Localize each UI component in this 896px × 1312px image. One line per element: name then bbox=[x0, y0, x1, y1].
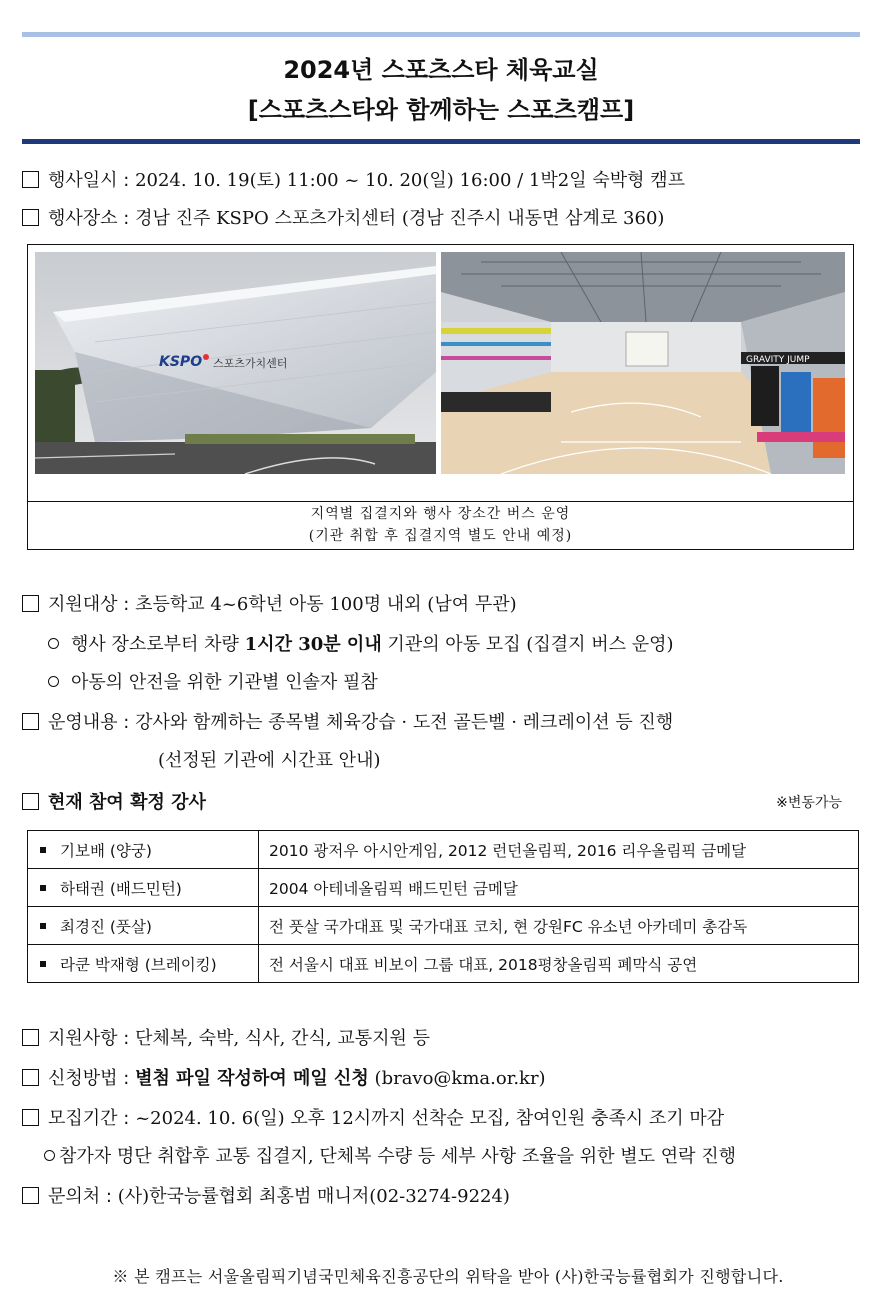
operation-row bbox=[22, 708, 673, 734]
support-items-value: 단체복, 숙박, 식사, 간식, 교통지원 등 bbox=[135, 1028, 431, 1049]
event-venue-value: 경남 진주 KSPO 스포츠가치센터 (경남 진주시 내동면 삼계로 360) bbox=[135, 208, 665, 229]
checkbox-icon bbox=[22, 1029, 39, 1046]
kspo-logo-text: KSPO bbox=[159, 354, 203, 370]
checkbox-icon bbox=[22, 171, 39, 188]
bullet-circle-icon bbox=[48, 676, 59, 687]
apply-email: (bravo@kma.or.kr) bbox=[374, 1068, 546, 1089]
operation-value-line2: (선정된 기관에 시간표 안내) bbox=[158, 750, 381, 771]
coach-desc-cell: 전 풋살 국가대표 및 국가대표 코치, 현 강원FC 유소년 아카데미 총감독 bbox=[259, 907, 859, 945]
event-date-row bbox=[22, 166, 685, 192]
coaches-heading: 현재 참여 확정 강사 bbox=[48, 792, 206, 813]
support-target-row bbox=[22, 590, 517, 616]
table-row bbox=[28, 945, 859, 983]
operation-label: 운영내용 : bbox=[48, 712, 130, 733]
event-date-label: 행사일시 : bbox=[48, 170, 130, 191]
support-bullet-2: 아동의 안전을 위한 기관별 인솔자 필참 bbox=[48, 668, 378, 694]
period-bullet: 참가자 명단 취합후 교통 집결지, 단체복 수량 등 세부 사항 조율을 위한 별도 연락 진행 bbox=[44, 1142, 736, 1168]
support-items-label: 지원사항 : bbox=[48, 1028, 130, 1049]
photo-caption-line2: (기관 취합 후 집결지역 별도 안내 예정) bbox=[308, 528, 573, 544]
support-target-label: 지원대상 : bbox=[48, 594, 130, 615]
contact-label: 문의처 : bbox=[48, 1186, 112, 1207]
coaches-note: ※변동가능 bbox=[776, 795, 842, 811]
checkbox-icon bbox=[22, 713, 39, 730]
event-venue-label: 행사장소 : bbox=[48, 208, 130, 229]
coach-desc-cell: 2010 광저우 아시안게임, 2012 런던올림픽, 2016 리우올림픽 금메달 bbox=[259, 831, 859, 869]
title-bottom-rule bbox=[22, 139, 860, 144]
contact-row bbox=[22, 1182, 510, 1208]
support-target-value: 초등학교 4~6학년 아동 100명 내외 (남여 무관) bbox=[135, 594, 517, 615]
gym-photo bbox=[441, 252, 845, 474]
footer-note: ※ 본 캠프는 서울올림픽기념국민체육진흥공단의 위탁을 받아 (사)한국능률협회가 진행합니다. bbox=[112, 1267, 784, 1286]
coach-desc-cell: 전 서울시 대표 비보이 그룹 대표, 2018평창올림픽 폐막식 공연 bbox=[259, 945, 859, 983]
page-title: 2024년 스포츠스타 체육교실 bbox=[283, 56, 599, 84]
coach-name-cell: 기보배 (양궁) bbox=[28, 831, 259, 869]
gym-sign-text: GRAVITY JUMP bbox=[746, 355, 810, 365]
title-banner bbox=[22, 32, 860, 144]
operation-row-2 bbox=[158, 746, 380, 772]
bullet-square-icon bbox=[40, 923, 46, 929]
table-row bbox=[28, 907, 859, 945]
checkbox-icon bbox=[22, 1187, 39, 1204]
travel-time-highlight: 1시간 30분 이내 bbox=[244, 634, 382, 655]
contact-value: (사)한국능률협회 최홍범 매니저(02-3274-9224) bbox=[117, 1186, 510, 1207]
bullet-circle-icon bbox=[48, 638, 59, 649]
coaches-heading-row bbox=[22, 788, 206, 814]
bullet-square-icon bbox=[40, 885, 46, 891]
page-subtitle: [스포츠스타와 함께하는 스포츠캠프] bbox=[247, 96, 635, 124]
coach-desc-cell: 2004 아테네올림픽 배드민턴 금메달 bbox=[259, 869, 859, 907]
photo-caption bbox=[28, 503, 853, 547]
building-sign-text: 스포츠가치센터 bbox=[213, 357, 288, 370]
event-venue-row bbox=[22, 204, 664, 230]
checkbox-icon bbox=[22, 793, 39, 810]
apply-label: 신청방법 : bbox=[48, 1068, 130, 1089]
kspo-logo-dot bbox=[203, 354, 209, 360]
table-row bbox=[28, 869, 859, 907]
bullet-circle-icon bbox=[44, 1150, 55, 1161]
support-items-row bbox=[22, 1024, 430, 1050]
period-row bbox=[22, 1104, 724, 1130]
apply-row bbox=[22, 1064, 546, 1090]
venue-photo-frame bbox=[27, 244, 854, 550]
title-top-rule bbox=[22, 32, 860, 37]
checkbox-icon bbox=[22, 595, 39, 612]
apply-value: 별첨 파일 작성하여 메일 신청 bbox=[135, 1068, 369, 1089]
period-value: ~2024. 10. 6(일) 오후 12시까지 선착순 모집, 참여인원 충족시 조기 마감 bbox=[135, 1108, 725, 1129]
checkbox-icon bbox=[22, 1069, 39, 1086]
event-date-value: 2024. 10. 19(토) 11:00 ~ 10. 20(일) 16:00 / 1박2일 숙박형 캠프 bbox=[135, 170, 685, 191]
building-photo bbox=[35, 252, 436, 474]
bullet-square-icon bbox=[40, 847, 46, 853]
coach-name-cell: 최경진 (풋살) bbox=[28, 907, 259, 945]
photo-caption-line1: 지역별 집결지와 행사 장소간 버스 운영 bbox=[310, 506, 571, 522]
coaches-table bbox=[27, 830, 859, 983]
checkbox-icon bbox=[22, 209, 39, 226]
support-bullet-1: 행사 장소로부터 차량 1시간 30분 이내 기관의 아동 모집 (집결지 버스 운영) bbox=[48, 630, 674, 656]
operation-value: 강사와 함께하는 종목별 체육강습 · 도전 골든벨 · 레크레이션 등 진행 bbox=[135, 712, 674, 733]
period-label: 모집기간 : bbox=[48, 1108, 130, 1129]
coach-name-cell: 하태권 (배드민턴) bbox=[28, 869, 259, 907]
coach-name-cell: 라쿤 박재형 (브레이킹) bbox=[28, 945, 259, 983]
checkbox-icon bbox=[22, 1109, 39, 1126]
bullet-square-icon bbox=[40, 961, 46, 967]
venue-photo-area bbox=[28, 245, 853, 502]
table-row bbox=[28, 831, 859, 869]
